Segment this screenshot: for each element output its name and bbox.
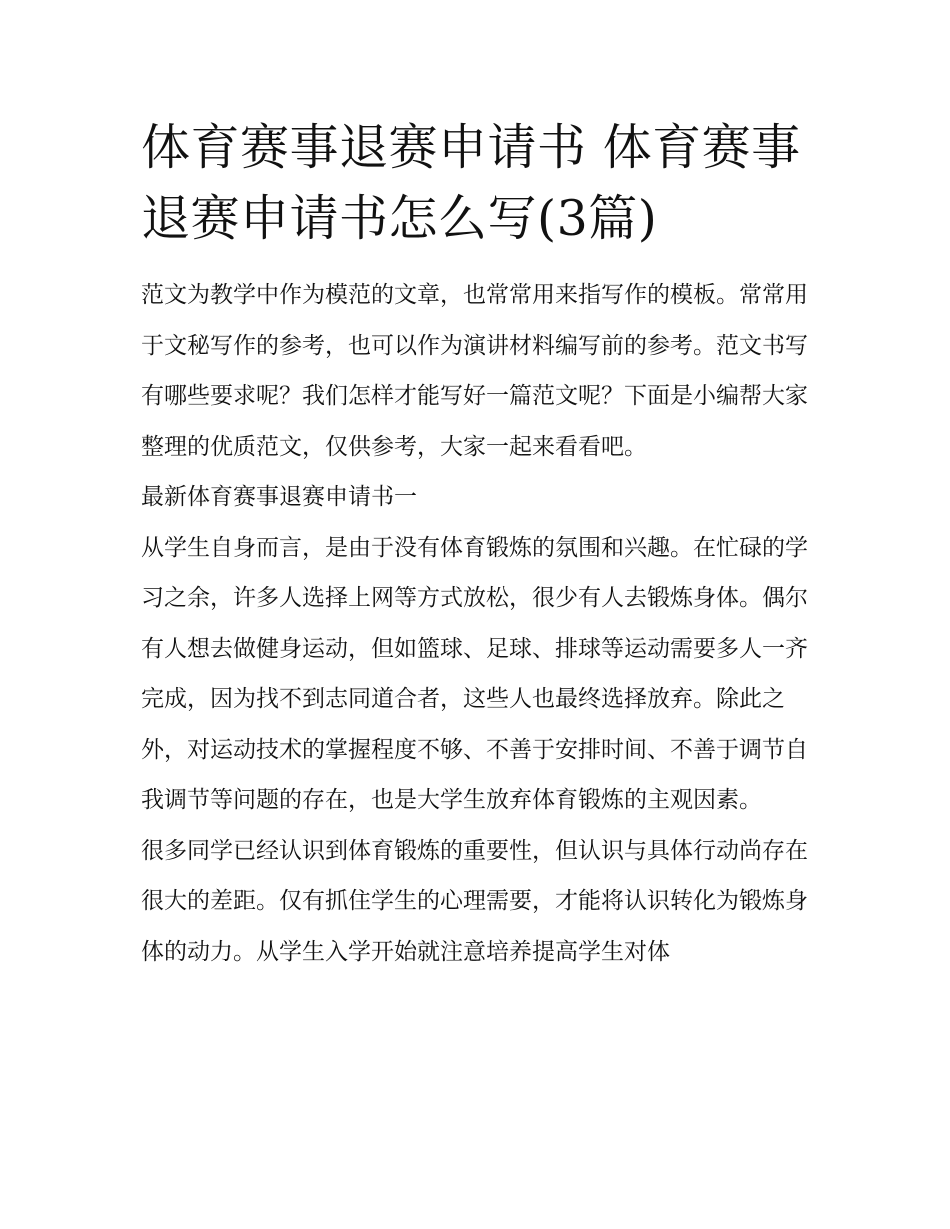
document-body (141, 270, 813, 977)
document-title: 体育赛事退赛申请书 体育赛事退赛申请书怎么写(3篇) (141, 119, 801, 247)
body-paragraph: 从学生自身而言，是由于没有体育锻炼的氛围和兴趣。在忙碌的学习之余，许多人选择上网等方式放松，很少有人去锻炼身体。偶尔有人想去做健身运动，但如篮球、足球、排球等运动需要多人一齐完成，因为找不到志同道合者，这些人也最终选择放弃。除此之外，对运动技术的掌握程度不够、不善于安排时间、不善于调节自我调节等问题的存在，也是大学生放弃体育锻炼的主观因素。 (141, 534, 808, 813)
intro-paragraph: 范文为教学中作为模范的文章，也常常用来指写作的模板。常常用于文秘写作的参考，也可以作为演讲材料编写前的参考。范文书写有哪些要求呢？我们怎样才能写好一篇范文呢？下面是小编帮大家整理的优质范文，仅供参考，大家一起来看看吧。 (141, 282, 808, 460)
section-heading: 最新体育赛事退赛申请书一 (141, 484, 417, 510)
document-content (141, 112, 813, 977)
body-paragraph: 很多同学已经认识到体育锻炼的重要性，但认识与具体行动尚存在很大的差距。仅有抓住学生的心理需要，才能将认识转化为锻炼身体的动力。从学生入学开始就注意培养提高学生对体 (141, 837, 808, 965)
